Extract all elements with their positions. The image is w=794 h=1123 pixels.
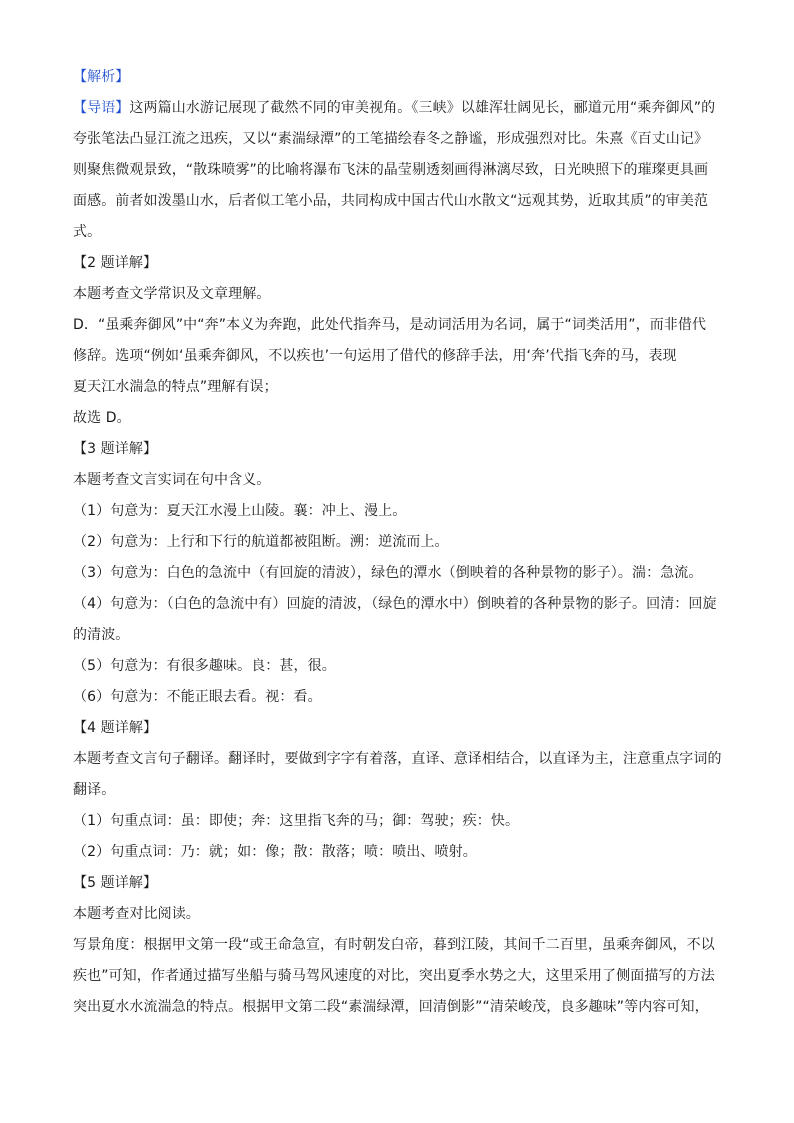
q4-line-3: （1）句重点词：虽：即使；奔：这里指飞奔的马；御：驾驶；疾：快。 xyxy=(73,813,520,829)
q3-line-5: （4）句意为：（白色的急流中有）回旋的清波，（绿色的潭水中）倒映着的各种景物的影子。回清：回旋 xyxy=(73,596,717,612)
q4-line-2: 翻译。 xyxy=(73,782,116,798)
q3-line-1: 本题考查文言实词在句中含义。 xyxy=(73,472,271,488)
q3-line-4: （3）句意为：白色的急流中（有回旋的清波），绿色的潭水（倒映着的各种景物的影子）。湍：急流。 xyxy=(73,565,703,581)
analysis-heading: 【解析】 xyxy=(73,69,130,85)
guide-paragraph-line-5: 式。 xyxy=(73,224,102,240)
answer-analysis-content xyxy=(73,62,733,1023)
q4-heading: 【4 题详解】 xyxy=(73,720,158,736)
guide-paragraph-line-1 xyxy=(73,93,733,124)
q2-line-2: D．“虽乘奔御风”中“奔”本义为奔跑，此处代指奔马，是动词活用为名词，属于“词类活用”，而非借代 xyxy=(73,317,707,333)
q3-heading: 【3 题详解】 xyxy=(73,441,158,457)
q5-line-1: 本题考查对比阅读。 xyxy=(73,906,200,922)
q2-line-4: 夏天江水湍急的特点”理解有误； xyxy=(73,379,278,395)
q3-line-2: （1）句意为：夏天江水漫上山陵。襄：冲上、漫上。 xyxy=(73,503,407,519)
q5-line-3: 疾也”可知，作者通过描写坐船与骑马驾风速度的对比，突出夏季水势之大，这里采用了侧面描写的方法 xyxy=(73,968,715,984)
guide-paragraph-line-2: 夸张笔法凸显江流之迅疾，又以“素湍绿潭”的工笔描绘春冬之静谧，形成强烈对比。朱熹《百丈山记》 xyxy=(73,131,709,147)
q4-line-4: （2）句重点词：乃：就；如：像；散：散落；喷：喷出、喷射。 xyxy=(73,844,477,860)
q2-line-3: 修辞。选项“例如‘虽乘奔御风，不以疾也’一句运用了借代的修辞手法，用‘奔’代指飞奔的马，表现 xyxy=(73,348,677,364)
q5-line-2: 写景角度：根据甲文第一段“或王命急宣，有时朝发白帝，暮到江陵，其间千二百里，虽乘奔御风，不以 xyxy=(73,937,715,953)
q3-line-7: （5）句意为：有很多趣味。良：甚，很。 xyxy=(73,658,336,674)
q3-line-6: 的清波。 xyxy=(73,627,130,643)
q4-line-1: 本题考查文言句子翻译。翻译时，要做到字字有着落，直译、意译相结合，以直译为主，注意重点字词的 xyxy=(73,751,722,767)
q3-line-3: （2）句意为：上行和下行的航道都被阻断。溯：逆流而上。 xyxy=(73,534,449,550)
guide-text: 这两篇山水游记展现了截然不同的审美视角。《三峡》以雄浑壮阔见长，郦道元用“乘奔御风”的 xyxy=(129,100,716,116)
q5-heading: 【5 题详解】 xyxy=(73,875,158,891)
q2-heading: 【2 题详解】 xyxy=(73,255,158,271)
q3-line-8: （6）句意为：不能正眼去看。视：看。 xyxy=(73,689,322,705)
guide-paragraph-line-3: 则聚焦微观景致，“散珠喷雾”的比喻将瀑布飞沫的晶莹剔透刻画得淋漓尽致，日光映照下的璀璨更具画 xyxy=(73,162,709,178)
q2-line-5: 故选 D。 xyxy=(73,410,131,426)
guide-paragraph-line-4: 面感。前者如泼墨山水，后者似工笔小品，共同构成中国古代山水散文“远观其势，近取其质”的审美范 xyxy=(73,193,709,209)
guide-label: 【导语】 xyxy=(73,100,130,116)
q2-line-1: 本题考查文学常识及文章理解。 xyxy=(73,286,271,302)
q5-line-4: 突出夏水水流湍急的特点。根据甲文第二段“素湍绿潭，回清倒影”“清荣峻茂，良多趣味”等内容可知， xyxy=(73,999,709,1015)
